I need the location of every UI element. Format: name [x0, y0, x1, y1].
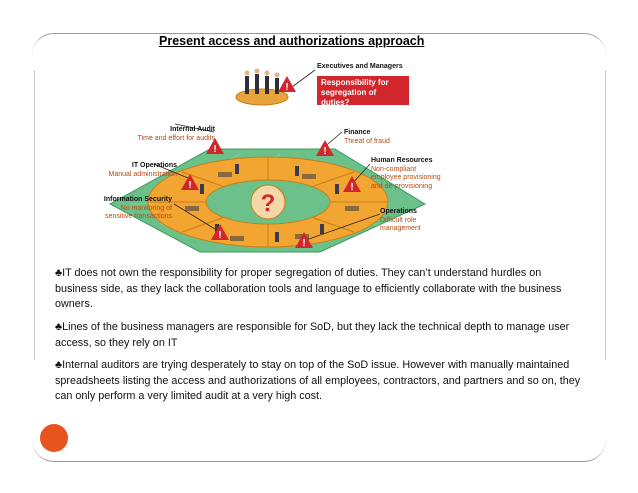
svg-text:!: ! — [285, 82, 289, 93]
svg-text:!: ! — [218, 230, 222, 241]
human-resources-label: Human Resources Non-compliant employee provisioning and de-provisioning — [371, 157, 441, 190]
slide-title: Present access and authorizations approach — [159, 34, 425, 48]
decorative-orange-circle — [40, 424, 68, 452]
svg-text:!: ! — [302, 238, 306, 249]
svg-text:!: ! — [213, 144, 217, 155]
frame-left-edge — [34, 70, 35, 360]
executives-callout: Responsibility for segregation of duties? — [317, 76, 409, 105]
bullet-paragraph: ♣Internal auditors are trying desperately to stay on top of the SoD issue. However with manually maintained spreadsheets listing the access and authorizations of all employees, contractors, and partners and so on, they can only perform a very limited audit at a very high cost. — [55, 359, 581, 403]
svg-text:!: ! — [188, 180, 192, 191]
executives-label: Executives and Managers — [317, 63, 403, 70]
finance-label: Finance Threat of fraud — [344, 129, 390, 145]
bullet-paragraph: ♣IT does not own the responsibility for proper segregation of duties. They can’t understand hurdles on business side, as they lack the collaboration tools and language to efficiently collaborate with the business owners. — [55, 267, 562, 311]
frame-right-edge — [605, 70, 606, 360]
center-question-mark: ? — [260, 190, 276, 217]
information-security-label: Information Security No monitoring of sensitive transactions — [103, 196, 172, 220]
operations-label: Operations Difficult role management — [380, 208, 421, 232]
internal-audit-label: Internal Audit Time and effort for audits — [137, 126, 215, 142]
it-operations-label: IT Operations Manual administration — [108, 162, 177, 178]
warning-icon — [278, 76, 296, 93]
svg-text:!: ! — [323, 146, 327, 157]
bullet-paragraph: ♣Lines of the business managers are responsible for SoD, but they lack the technical depth to manage user access, so they rely on IT — [55, 321, 570, 349]
svg-text:!: ! — [350, 182, 354, 193]
